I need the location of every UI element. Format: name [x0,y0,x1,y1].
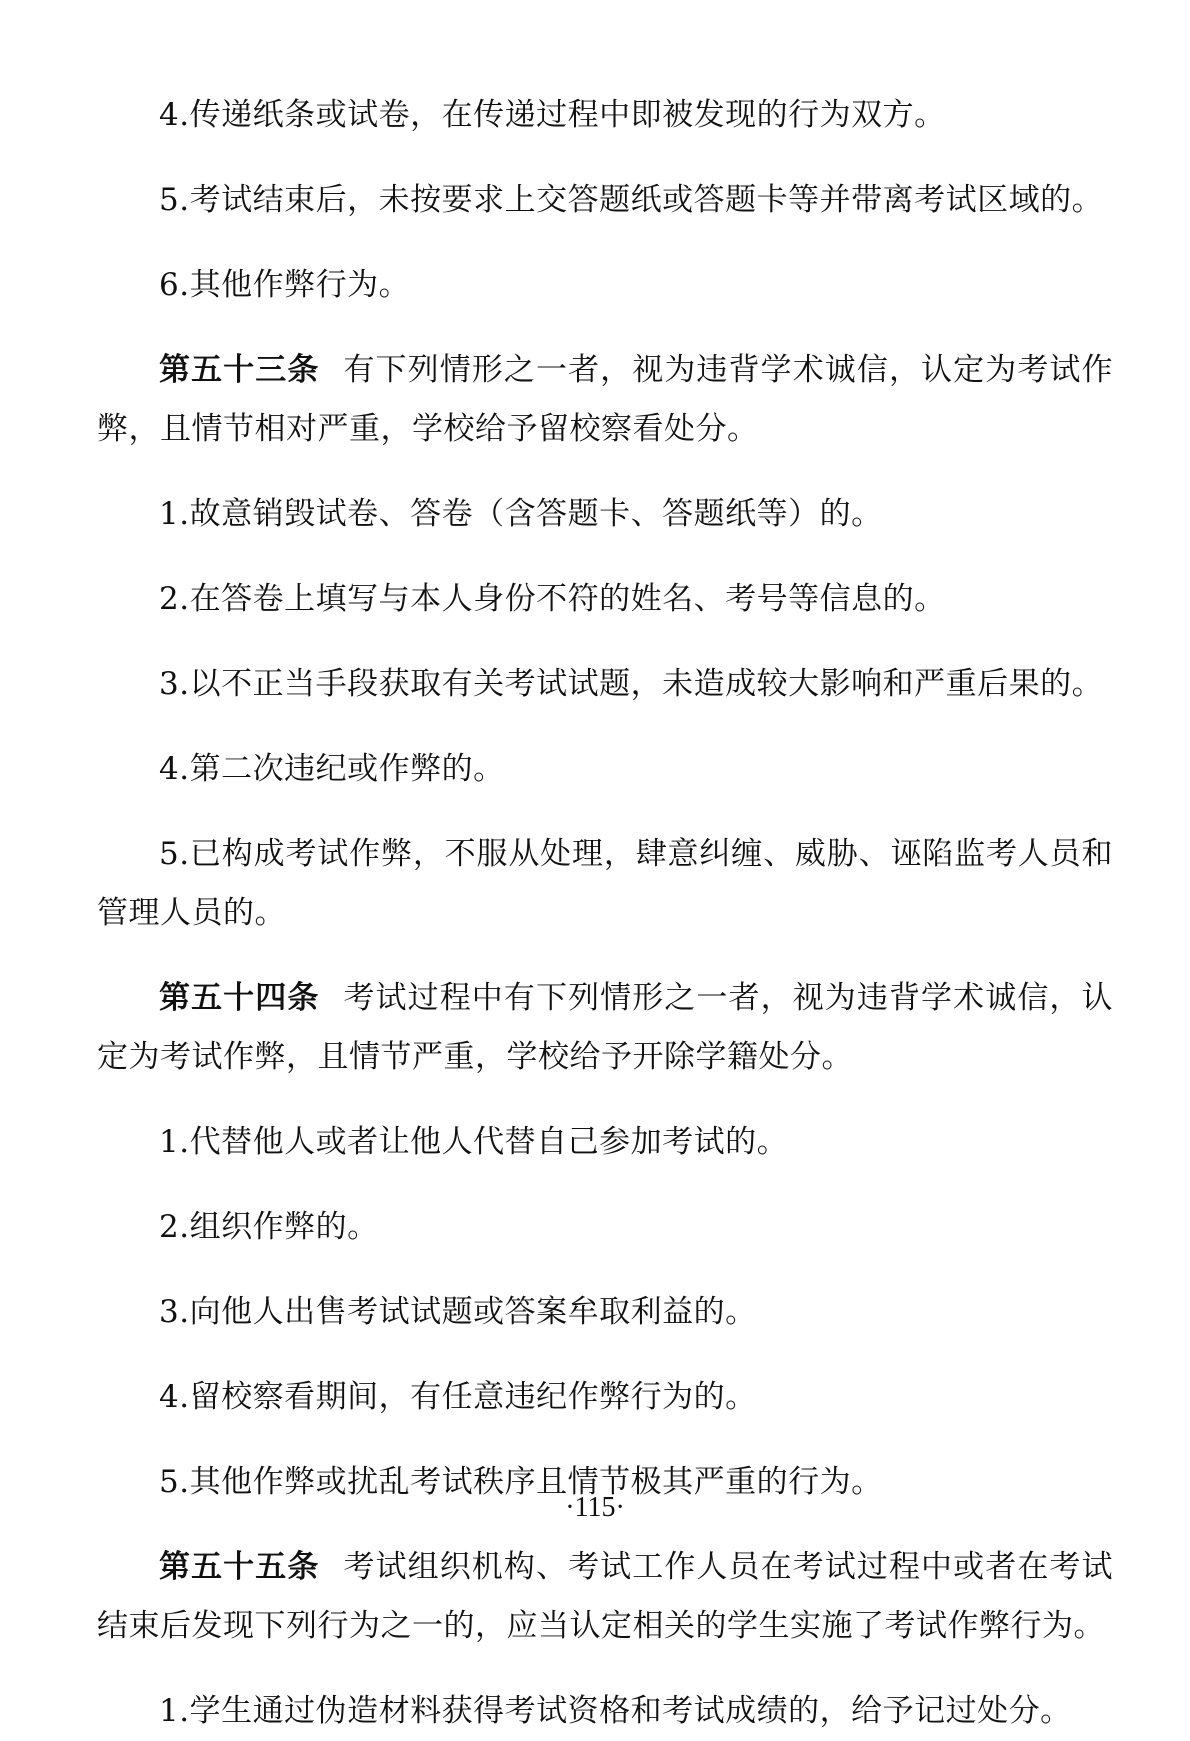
paragraph [97,256,1113,315]
paragraph-text: 2.在答卷上填写与本人身份不符的姓名、考号等信息的。 [159,581,946,617]
paragraph-text: 1.代替他人或者让他人代替自己参加考试的。 [159,1124,789,1160]
article-title: 第五十四条 [159,980,320,1016]
paragraph-text: 1.故意销毁试卷、答卷（含答题卡、答题纸等）的。 [159,496,883,532]
paragraph [97,825,1113,943]
paragraph [97,86,1113,145]
paragraph-text: 3.以不正当手段获取有关考试试题，未造成较大影响和严重后果的。 [159,666,1104,702]
paragraph-text: 3.向他人出售考试试题或答案牟取利益的。 [159,1294,757,1330]
paragraph-text: 4.第二次违纪或作弊的。 [159,751,505,787]
paragraph [97,1113,1113,1172]
article-54 [97,969,1113,1087]
paragraph-text: 5.其他作弊或扰乱考试秩序且情节极其严重的行为。 [159,1464,883,1500]
paragraph [97,1283,1113,1342]
paragraph [97,1198,1113,1257]
paragraph [97,1682,1113,1741]
paragraph [97,171,1113,230]
paragraph [97,485,1113,544]
paragraph-text: 4.留校察看期间，有任意违纪作弊行为的。 [159,1379,757,1415]
paragraph-text: 有下列情形之一者，视为违背学术诚信，认定为考试作弊，且情节相对严重，学校给予留校察看处分。 [97,352,1114,447]
paragraph-text: 5.已构成考试作弊，不服从处理，肆意纠缠、威胁、诬陷监考人员和管理人员的。 [97,836,1113,931]
article-55 [97,1538,1113,1656]
paragraph-text: 考试过程中有下列情形之一者，视为违背学术诚信，认定为考试作弊，且情节严重，学校给予开除学籍处分。 [97,980,1114,1075]
paragraph [97,740,1113,799]
paragraph [97,655,1113,714]
page-number: ·115· [565,1492,625,1523]
paragraph-text: 4.传递纸条或试卷，在传递过程中即被发现的行为双方。 [159,97,946,133]
paragraph-text: 5.考试结束后，未按要求上交答题纸或答题卡等并带离考试区域的。 [159,182,1104,218]
paragraph-text: 1.学生通过伪造材料获得考试资格和考试成绩的，给予记过处分。 [159,1693,1072,1729]
article-title: 第五十三条 [159,352,320,388]
article-53 [97,341,1113,459]
paragraph [97,570,1113,629]
paragraph-text: 2.组织作弊的。 [159,1209,379,1245]
paragraph-text: 6.其他作弊行为。 [159,267,411,303]
article-title: 第五十五条 [159,1549,320,1585]
paragraph-text: 考试组织机构、考试工作人员在考试过程中或者在考试结束后发现下列行为之一的，应当认定相关的学生实施了考试作弊行为。 [97,1549,1114,1644]
paragraph [97,1368,1113,1427]
